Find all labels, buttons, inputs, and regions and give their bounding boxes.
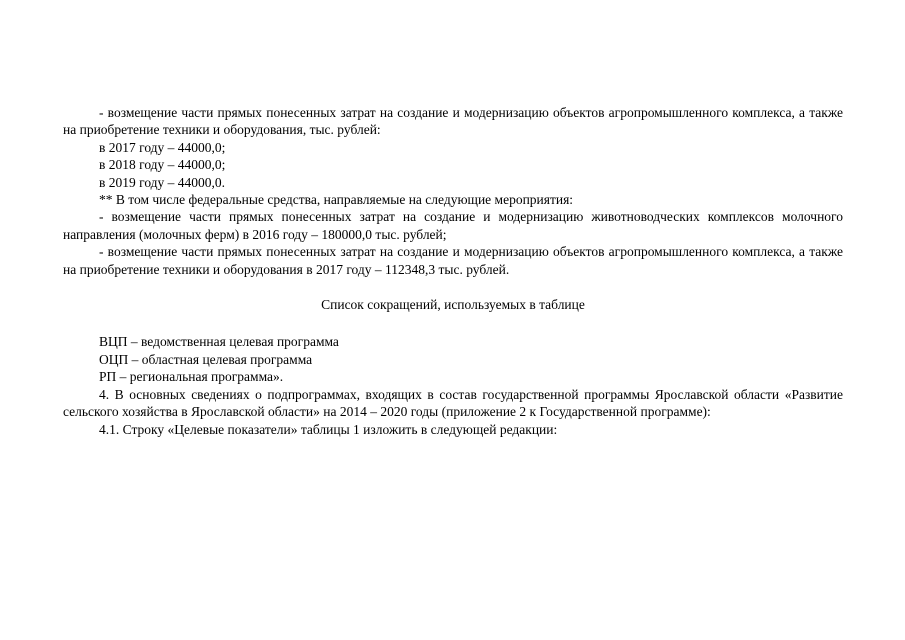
paragraph-year-2019: в 2019 году – 44000,0. [99,174,226,190]
spacer [63,278,843,296]
paragraph-compensation-agro-complex: - возмещение части прямых понесенных затрат на создание и модернизацию объектов агропромышленного комплекса, а также на приобретение техники и оборудования, тыс. рублей: [63,105,843,138]
spacer [63,313,843,333]
paragraph-year-2017: в 2017 году – 44000,0; [99,139,226,155]
abbreviation-vcp: ВЦП – ведомственная целевая программа [99,334,339,350]
abbreviations-heading: Список сокращений, используемых в таблице [321,297,585,313]
abbreviation-rp: РП – региональная программа». [99,369,284,385]
paragraph-dairy-complexes: - возмещение части прямых понесенных затрат на создание и модернизацию животноводческих комплексов молочного направления (молочных ферм) в 2016 году – 180000,0 тыс. рублей; [63,209,843,242]
abbreviation-ocp: ОЦП – областная целевая программа [99,351,313,367]
document-page [63,104,843,438]
paragraph-year-2018: в 2018 году – 44000,0; [99,157,226,173]
paragraph-item-4-1: 4.1. Строку «Целевые показатели» таблицы 1 изложить в следующей редакции: [99,421,558,437]
paragraph-item-4: 4. В основных сведениях о подпрограммах, входящих в состав государственной программы Ярославской области «Развитие сельского хозяйства в Ярославской области» на 2014 – 2020 годы (приложение 2 к Государственной программе): [63,386,843,420]
paragraph-federal-funds-note: ** В том числе федеральные средства, направляемые на следующие мероприятия: [99,192,574,208]
paragraph-agro-complex-2017: - возмещение части прямых понесенных затрат на создание и модернизацию объектов агропромышленного комплекса, а также на приобретение техники и оборудования в 2017 году – 112348,3 тыс. рублей. [63,244,843,277]
